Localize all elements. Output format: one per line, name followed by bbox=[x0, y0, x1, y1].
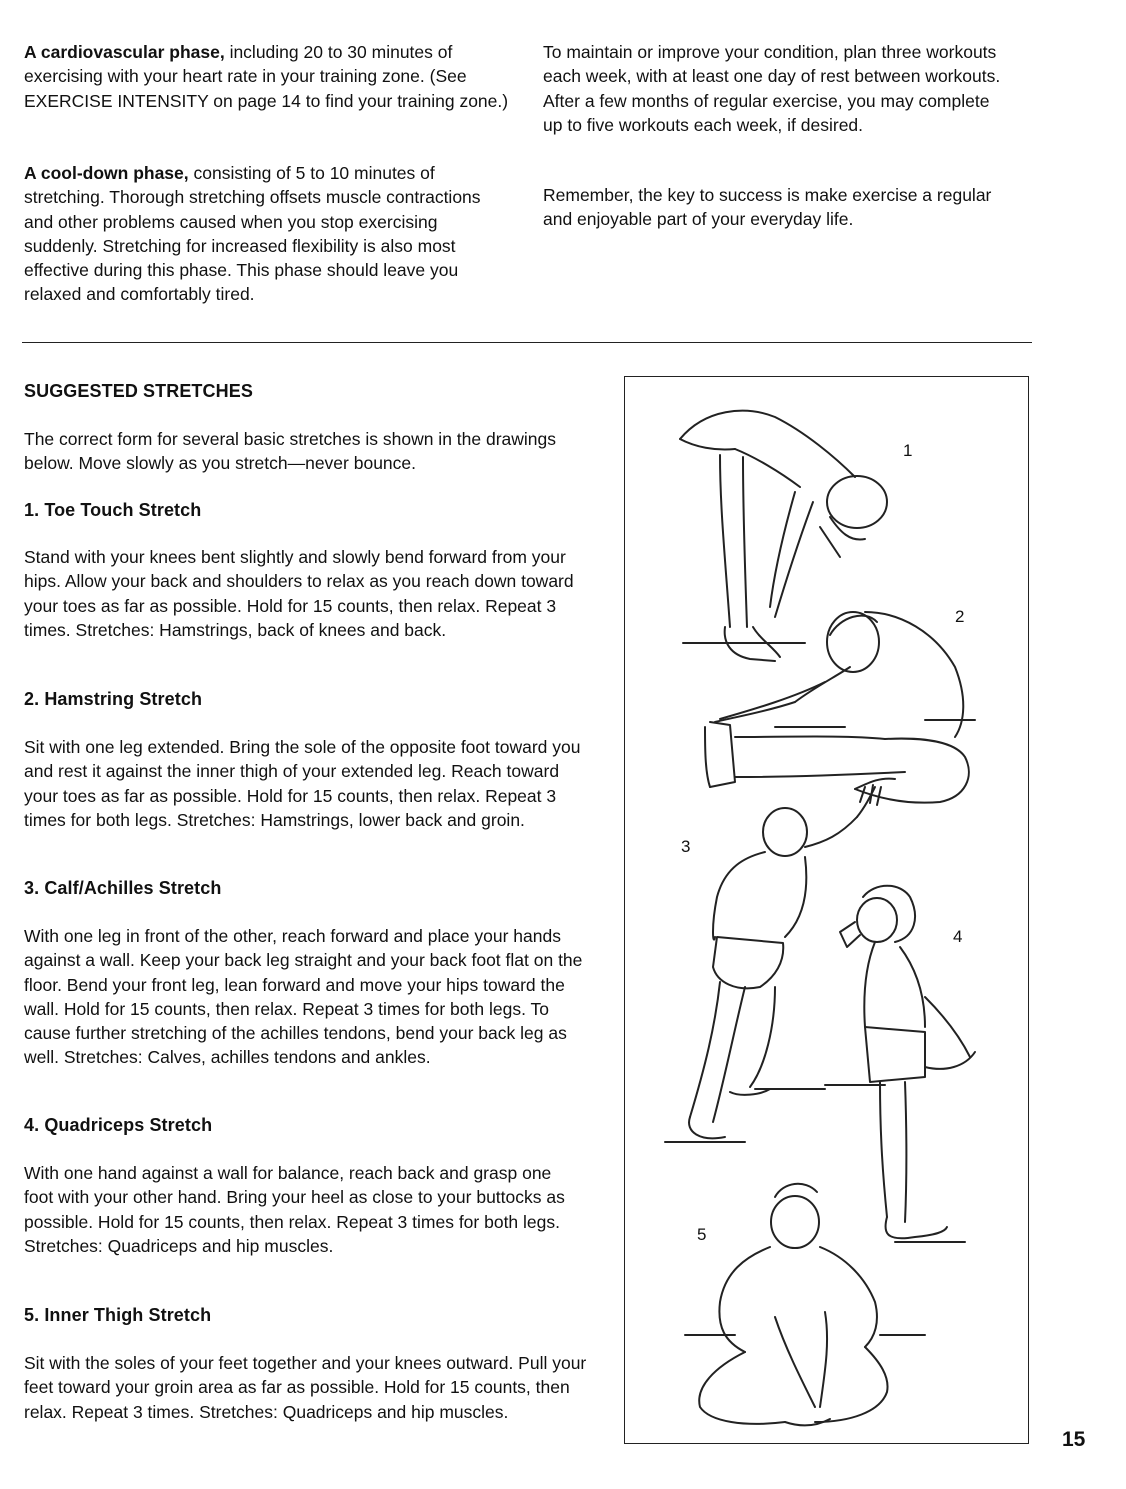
stretch-5-title: 5. Inner Thigh Stretch bbox=[24, 1305, 212, 1325]
cardiovascular-phase-text: including 20 to 30 minutes of exercising with your heart rate in your training zone. (See EXERCISE INTENSITY on page 14 to find your training zone.) bbox=[24, 42, 509, 111]
toe-touch-figure-illustration bbox=[680, 411, 887, 661]
figure-label-1: 1 bbox=[903, 441, 913, 460]
cardiovascular-phase-label: A cardiovascular phase, bbox=[24, 42, 225, 62]
workout-schedule-paragraph: To maintain or improve your condition, plan three workouts each week, with at least one day of rest between workouts. After a few months of regular exercise, you may complete up to five workouts each week, if desired. bbox=[543, 42, 1001, 135]
stretch-2-text: Sit with one leg extended. Bring the sole of the opposite foot toward you and rest it against the inner thigh of your extended leg. Reach toward your toes as far as possible. Hold for 15 counts, then relax. Repeat 3 times for both legs. Stretches: Hamstrings, lower back and groin. bbox=[24, 737, 581, 830]
cool-down-phase-label: A cool-down phase, bbox=[24, 163, 189, 183]
stretch-5-text: Sit with the soles of your feet together and your knees outward. Pull your feet toward your groin area as far as possible. Hold for 15 counts, then relax. Repeat 3 times. Stretches: Quadriceps and hip muscles. bbox=[24, 1353, 587, 1422]
cool-down-phase-paragraph bbox=[24, 161, 514, 307]
stretch-3-text: With one leg in front of the other, reach forward and place your hands against a wall. Keep your back leg straight and your back foot flat on the floor. Bend your front leg, lean forward and move your hips toward the wall. Hold for 15 counts, then relax. Repeat 3 times for both legs. To cause further stretching of the achilles tendons, bend your back leg as well. Stretches: Calves, achilles tendons and ankles. bbox=[24, 926, 583, 1068]
stretches-illustration-panel bbox=[624, 376, 1029, 1444]
stretch-1-text: Stand with your knees bent slightly and slowly bend forward from your hips. Allow your back and shoulders to relax as you reach down toward your toes as far as possible. Hold for 15 counts, then relax. Repeat 3 times. Stretches: Hamstrings, back of knees and back. bbox=[24, 547, 574, 640]
figure-label-5: 5 bbox=[697, 1225, 707, 1244]
stretches-intro: The correct form for several basic stretches is shown in the drawings below. Move slowly as you stretch—never bounce. bbox=[24, 429, 557, 474]
stretch-2-title: 2. Hamstring Stretch bbox=[24, 689, 203, 709]
calf-stretch-figure-illustration bbox=[665, 785, 881, 1142]
stretch-3-title: 3. Calf/Achilles Stretch bbox=[24, 878, 222, 898]
stretch-1-title: 1. Toe Touch Stretch bbox=[24, 500, 202, 520]
suggested-stretches-heading: SUGGESTED STRETCHES bbox=[24, 381, 253, 401]
stretch-4-title: 4. Quadriceps Stretch bbox=[24, 1115, 213, 1135]
hamstring-stretch-figure-illustration bbox=[705, 612, 975, 803]
section-divider bbox=[22, 342, 1032, 343]
figure-label-4: 4 bbox=[953, 927, 963, 946]
stretch-4-text: With one hand against a wall for balance, reach back and grasp one foot with your other hand. Bring your heel as close to your buttocks as possible. Hold for 15 counts, then relax. Repeat 3 times for both legs. Stretches: Quadriceps and hip muscles. bbox=[24, 1163, 565, 1256]
figure-label-2: 2 bbox=[955, 607, 965, 626]
cardiovascular-phase-paragraph bbox=[24, 40, 514, 113]
remember-paragraph: Remember, the key to success is make exercise a regular and enjoyable part of your everyday life. bbox=[543, 185, 992, 230]
stretch-figures-drawing bbox=[625, 377, 1026, 1441]
inner-thigh-stretch-figure-illustration bbox=[685, 1184, 925, 1426]
cool-down-phase-text: consisting of 5 to 10 minutes of stretching. Thorough stretching offsets muscle contractions and other problems caused when you stop exercising suddenly. Stretching for increased flexibility is also most effective during this phase. This phase should leave you relaxed and comfortably tired. bbox=[24, 163, 481, 305]
page-number: 15 bbox=[1062, 1428, 1086, 1451]
figure-label-3: 3 bbox=[681, 837, 691, 856]
